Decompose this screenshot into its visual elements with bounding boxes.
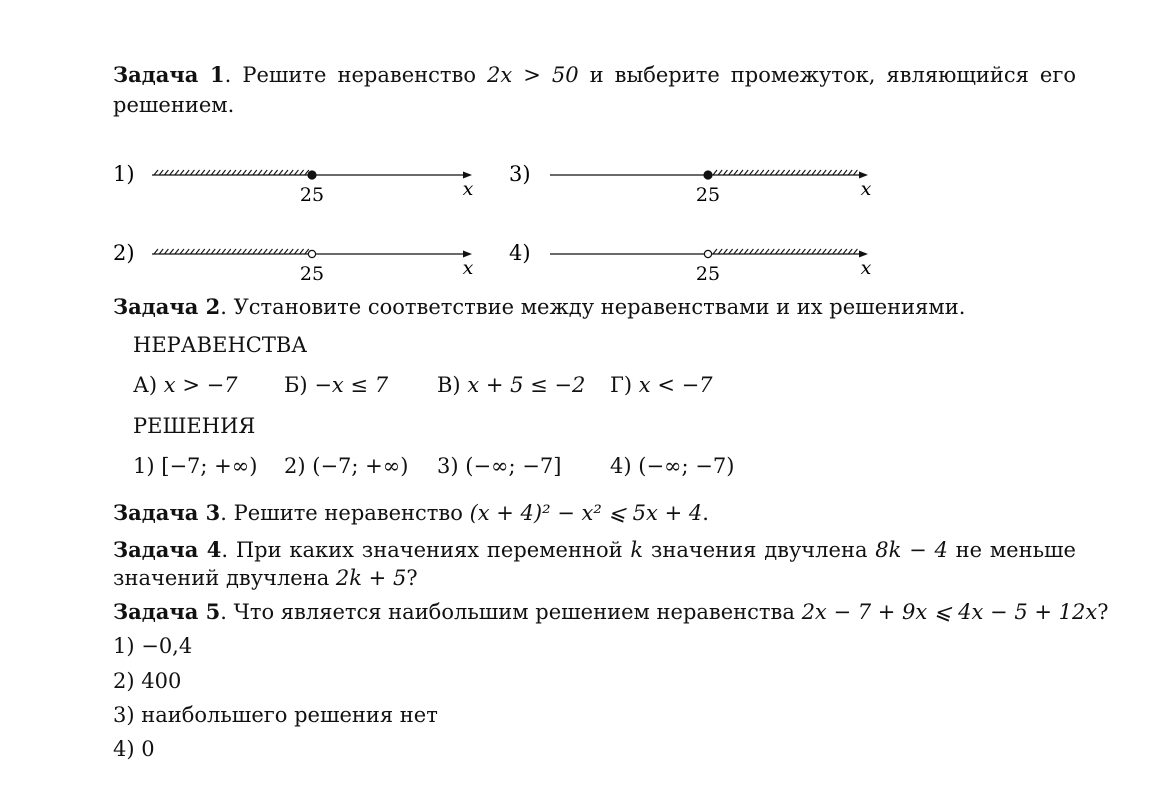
task1-text-b: и выберите промежуток, являющийся его <box>578 63 1076 87</box>
hatch-mark <box>822 170 826 175</box>
option-3-hatching <box>713 170 857 175</box>
solution-4-expr: (−∞; −7) <box>638 454 735 478</box>
option-3-point-closed <box>704 171 712 179</box>
option-1-line <box>113 162 474 206</box>
task5-text: . Что является наибольшим решением неравенства <box>220 600 802 624</box>
hatch-mark <box>781 170 785 175</box>
hatch-mark <box>227 249 231 254</box>
hatch-mark <box>760 170 764 175</box>
solution-2-number: 2) <box>284 454 306 478</box>
hatch-mark <box>749 170 753 175</box>
hatch-mark <box>833 249 837 254</box>
hatch-mark <box>242 170 246 175</box>
hatch-mark <box>258 249 262 254</box>
hatch-mark <box>232 249 236 254</box>
hatch-mark <box>729 170 733 175</box>
hatch-mark <box>300 249 304 254</box>
hatch-mark <box>201 170 205 175</box>
hatch-mark <box>180 170 184 175</box>
hatch-mark <box>739 249 743 254</box>
hatch-mark <box>289 170 293 175</box>
solution-3-expr: (−∞; −7] <box>465 454 562 478</box>
inequality-g-letter: Г) <box>610 373 633 397</box>
hatch-mark <box>749 249 753 254</box>
hatch-mark <box>796 249 800 254</box>
inequality-g-expr: x < −7 <box>638 373 713 397</box>
option-4-axis-label: x <box>860 257 872 279</box>
option-1-number: 1) <box>113 162 135 186</box>
hatch-mark <box>822 249 826 254</box>
hatch-mark <box>812 249 816 254</box>
task5-label: Задача 5 <box>113 599 221 624</box>
task5-option-3: 3) наибольшего решения нет <box>113 703 438 727</box>
hatch-mark <box>237 249 241 254</box>
task4-math1: 8k − 4 <box>875 538 948 562</box>
task1-line2: решением. <box>113 93 235 117</box>
hatch-mark <box>206 249 210 254</box>
option-2-point-open <box>308 250 315 257</box>
option-1-point-label: 25 <box>299 184 325 206</box>
hatch-mark <box>196 170 200 175</box>
hatch-mark <box>154 249 158 254</box>
solution-2-expr: (−7; +∞) <box>312 454 409 478</box>
hatch-mark <box>729 249 733 254</box>
hatch-mark <box>775 170 779 175</box>
task1-number-lines <box>0 0 1154 300</box>
task2-solution-3 <box>437 454 561 478</box>
hatch-mark <box>744 170 748 175</box>
hatch-mark <box>755 170 759 175</box>
hatch-mark <box>263 249 267 254</box>
hatch-mark <box>718 170 722 175</box>
hatch-mark <box>853 170 857 175</box>
hatch-mark <box>237 170 241 175</box>
task5-end: ? <box>1097 600 1109 624</box>
task1-label: Задача 1 <box>113 62 225 87</box>
hatch-mark <box>744 249 748 254</box>
hatch-mark <box>253 170 257 175</box>
hatch-mark <box>739 170 743 175</box>
task4-line2 <box>113 564 418 593</box>
option-3-axis-label: x <box>860 178 872 200</box>
hatch-mark <box>723 170 727 175</box>
hatch-mark <box>294 170 298 175</box>
hatch-mark <box>755 249 759 254</box>
task1-math: 2x > 50 <box>487 63 579 87</box>
option-1-hatching <box>154 170 309 175</box>
option-1-point-closed <box>308 171 316 179</box>
hatch-mark <box>770 249 774 254</box>
hatch-mark <box>284 249 288 254</box>
hatch-mark <box>268 249 272 254</box>
hatch-mark <box>833 170 837 175</box>
hatch-mark <box>154 170 158 175</box>
task2-inequalities-header: НЕРАВЕНСТВА <box>133 333 308 357</box>
hatch-mark <box>258 170 262 175</box>
hatch-mark <box>807 249 811 254</box>
inequality-v-expr: x + 5 ≤ −2 <box>467 373 586 397</box>
hatch-mark <box>175 249 179 254</box>
task4-var: k <box>630 538 644 562</box>
inequality-a-letter: А) <box>133 373 158 397</box>
hatch-mark <box>159 249 163 254</box>
hatch-mark <box>180 249 184 254</box>
inequality-b-letter: Б) <box>284 373 308 397</box>
option-3-point-label: 25 <box>695 184 721 206</box>
hatch-mark <box>232 170 236 175</box>
hatch-mark <box>853 249 857 254</box>
hatch-mark <box>211 249 215 254</box>
task4-math2: 2k + 5 <box>335 566 407 590</box>
task4-statement <box>113 535 1076 565</box>
hatch-mark <box>289 249 293 254</box>
hatch-mark <box>760 249 764 254</box>
task3-math: (x + 4)² − x² ⩽ 5x + 4 <box>469 501 703 525</box>
hatch-mark <box>838 170 842 175</box>
solution-1-expr: [−7; +∞) <box>161 454 258 478</box>
task2-statement <box>113 294 965 319</box>
hatch-mark <box>248 170 252 175</box>
task4-line2-a: значений двучлена <box>113 566 336 590</box>
solution-3-number: 3) <box>437 454 459 478</box>
hatch-mark <box>222 170 226 175</box>
hatch-mark <box>713 170 717 175</box>
hatch-mark <box>796 170 800 175</box>
hatch-mark <box>807 170 811 175</box>
hatch-mark <box>170 170 174 175</box>
hatch-mark <box>211 170 215 175</box>
task3-statement <box>113 500 709 525</box>
option-4-number: 4) <box>509 241 531 265</box>
hatch-mark <box>775 249 779 254</box>
hatch-mark <box>227 170 231 175</box>
task2-solution-2 <box>284 454 408 478</box>
hatch-mark <box>781 249 785 254</box>
hatch-mark <box>801 170 805 175</box>
option-1-axis-label: x <box>462 178 474 200</box>
task2-solution-1 <box>133 454 257 478</box>
option-4-point-open <box>704 250 711 257</box>
hatch-mark <box>770 170 774 175</box>
task1-text-a: . Решите неравенство <box>224 63 488 87</box>
inequality-b-expr: −x ≤ 7 <box>314 373 389 397</box>
hatch-mark <box>175 170 179 175</box>
hatch-mark <box>284 170 288 175</box>
option-4-hatching <box>713 249 857 254</box>
hatch-mark <box>185 170 189 175</box>
hatch-mark <box>827 249 831 254</box>
hatch-mark <box>765 170 769 175</box>
hatch-mark <box>164 170 168 175</box>
task5-math: 2x − 7 + 9x ⩽ 4x − 5 + 12x <box>801 600 1098 624</box>
hatch-mark <box>206 170 210 175</box>
task2-label: Задача 2 <box>113 294 221 319</box>
hatch-mark <box>765 249 769 254</box>
hatch-mark <box>274 170 278 175</box>
option-4-point-label: 25 <box>695 263 721 285</box>
task4-text-c: не меньше <box>947 538 1076 562</box>
hatch-mark <box>190 170 194 175</box>
task5-statement <box>113 599 1108 624</box>
task5-option-2: 2) 400 <box>113 669 182 693</box>
hatch-mark <box>170 249 174 254</box>
task4-text-a: . При каких значениях переменной <box>221 538 631 562</box>
option-3-number: 3) <box>509 162 531 186</box>
option-4-line <box>509 241 872 285</box>
hatch-mark <box>300 170 304 175</box>
task2-solutions-header: РЕШЕНИЯ <box>133 414 256 438</box>
hatch-mark <box>843 249 847 254</box>
hatch-mark <box>734 170 738 175</box>
hatch-mark <box>734 249 738 254</box>
hatch-mark <box>713 249 717 254</box>
hatch-mark <box>253 249 257 254</box>
hatch-mark <box>843 170 847 175</box>
hatch-mark <box>164 249 168 254</box>
hatch-mark <box>817 170 821 175</box>
hatch-mark <box>279 170 283 175</box>
hatch-mark <box>279 249 283 254</box>
task3-text: . Решите неравенство <box>220 501 470 525</box>
hatch-mark <box>196 249 200 254</box>
hatch-mark <box>791 170 795 175</box>
hatch-mark <box>791 249 795 254</box>
task3-end: . <box>702 501 709 525</box>
task2-inequality-v <box>437 373 585 397</box>
option-2-line <box>113 241 474 285</box>
hatch-mark <box>812 170 816 175</box>
task2-inequality-a <box>133 373 238 397</box>
task4-text-b: значения двучлена <box>643 538 876 562</box>
hatch-mark <box>201 249 205 254</box>
hatch-mark <box>718 249 722 254</box>
hatch-mark <box>216 249 220 254</box>
hatch-mark <box>248 249 252 254</box>
hatch-mark <box>242 249 246 254</box>
hatch-mark <box>190 249 194 254</box>
hatch-mark <box>268 170 272 175</box>
solution-1-number: 1) <box>133 454 155 478</box>
hatch-mark <box>848 249 852 254</box>
hatch-mark <box>817 249 821 254</box>
hatch-mark <box>159 170 163 175</box>
task2-inequality-b <box>284 373 388 397</box>
task4-line2-b: ? <box>406 566 418 590</box>
hatch-mark <box>222 249 226 254</box>
inequality-v-letter: В) <box>437 373 461 397</box>
task4-label: Задача 4 <box>113 537 222 562</box>
task3-label: Задача 3 <box>113 500 221 525</box>
option-2-number: 2) <box>113 241 135 265</box>
option-2-axis-label: x <box>462 257 474 279</box>
solution-4-number: 4) <box>610 454 632 478</box>
hatch-mark <box>848 170 852 175</box>
option-2-hatching <box>154 249 309 254</box>
hatch-mark <box>801 249 805 254</box>
task2-text: . Установите соответствие между неравенствами и их решениями. <box>220 295 966 319</box>
hatch-mark <box>274 249 278 254</box>
inequality-a-expr: x > −7 <box>163 373 238 397</box>
hatch-mark <box>786 170 790 175</box>
hatch-mark <box>786 249 790 254</box>
option-2-point-label: 25 <box>299 263 325 285</box>
option-3-line <box>509 162 872 206</box>
hatch-mark <box>723 249 727 254</box>
task5-option-4: 4) 0 <box>113 737 155 761</box>
hatch-mark <box>827 170 831 175</box>
task2-solution-4 <box>610 454 734 478</box>
hatch-mark <box>185 249 189 254</box>
hatch-mark <box>263 170 267 175</box>
task2-inequality-g <box>610 373 713 397</box>
task5-option-1: 1) −0,4 <box>113 634 193 658</box>
hatch-mark <box>838 249 842 254</box>
hatch-mark <box>216 170 220 175</box>
hatch-mark <box>294 249 298 254</box>
